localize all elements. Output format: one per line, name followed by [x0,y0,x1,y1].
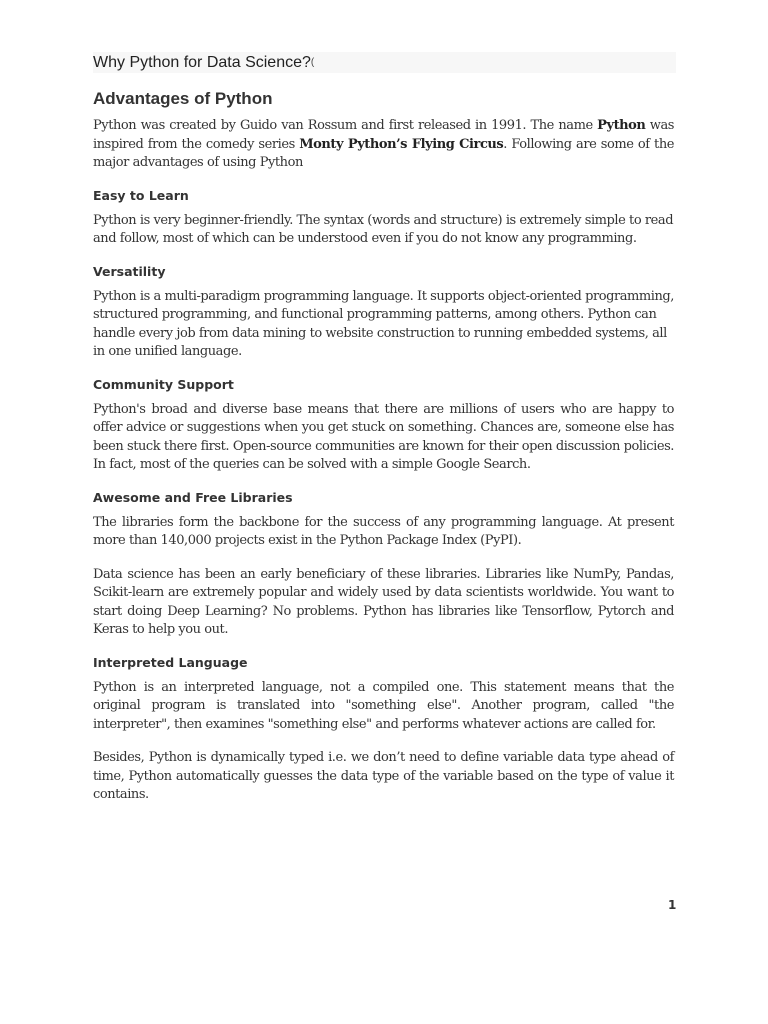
intro-paragraph [93,117,674,173]
intro-text-1: Python was created by Guido van Rossum and first released in 1991. The name [93,118,598,133]
paragraph-interpreted-1: Python is an interpreted language, not a compiled one. This statement means that the original program is translated into "something else". Another program, called "the interpreter", then examines "something else" and performs whatever actions are called for. [93,679,674,732]
intro-bold-monty-python: Monty Python’s Flying Circus [299,136,504,152]
paragraph-community-support: Python's broad and diverse base means that there are millions of users who are happy to offer advice or suggestions when you get stuck on something. Chances are, someone else has been stuck there first. Open-source communities are known for their open discussion policies. In fact, most of the queries can be solved with a simple Google Search. [93,401,674,472]
document-title-bar [93,52,676,73]
paragraph-libraries-2: Data science has been an early beneficiary of these libraries. Libraries like NumPy, Pandas, Scikit-learn are extremely popular and widely used by data scientists worldwide. You want to start doing Deep Learning? No problems. Python has libraries like Tensorflow, Pytorch and Keras to help you out. [93,566,674,637]
intro-bold-python: Python [597,118,646,133]
section-heading-libraries: Awesome and Free Libraries [93,489,293,505]
section-heading-interpreted-language: Interpreted Language [93,654,248,670]
document-title-mark: ( [310,57,315,68]
paragraph-versatility: Python is a multi-paradigm programming language. It supports object-oriented programming, structured programming, and functional programming patterns, among others. Python can handle every job from data mining to website construction to running embedded systems, all in one unified language. [93,288,674,359]
paragraph-interpreted-2: Besides, Python is dynamically typed i.e. we don’t need to define variable data type ahead of time, Python automatically guesses the data type of the variable based on the type of value it contains. [93,750,674,802]
document-title: Why Python for Data Science? [93,53,311,71]
page-number: 1 [668,898,677,912]
document-page [93,52,674,820]
intro-text-2: was inspired from the comedy series [93,118,675,152]
intro-text-3: . Following are some of the major advantages of using Python [93,136,674,170]
section-heading-easy-to-learn: Easy to Learn [93,187,189,203]
section-heading-community-support: Community Support [93,376,234,392]
section-heading-versatility: Versatility [93,263,166,279]
paragraph-libraries-1: The libraries form the backbone for the success of any programming language. At present more than 140,000 projects exist in the Python Package Index (PyPI). [93,514,674,548]
paragraph-easy-to-learn: Python is very beginner-friendly. The syntax (words and structure) is extremely simple to read and follow, most of which can be understood even if you do not know any programming. [93,212,674,246]
page-heading: Advantages of Python [93,89,273,108]
